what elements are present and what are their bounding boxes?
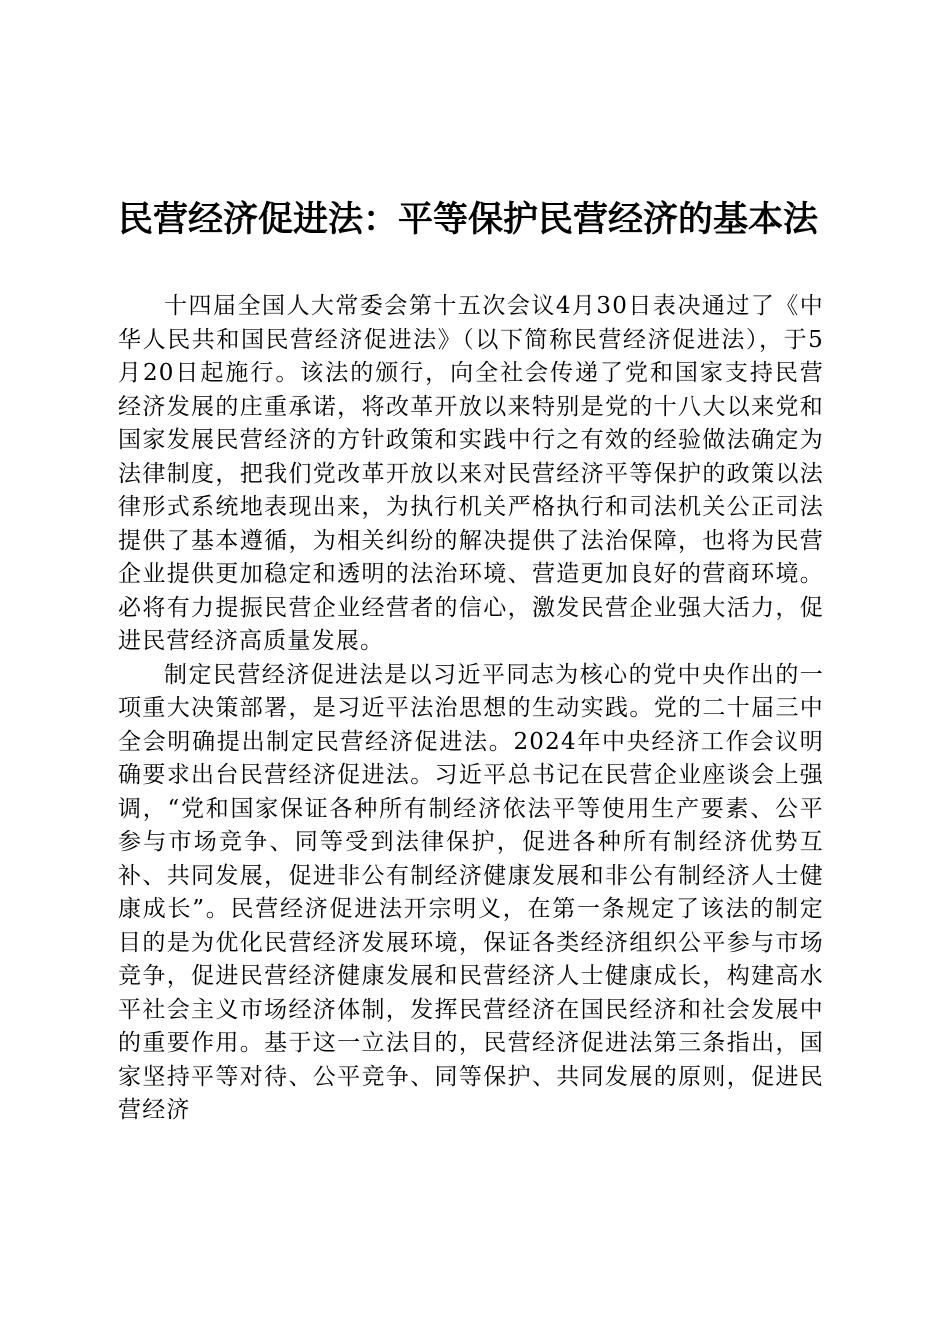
- document-title: 民营经济促进法：平等保护民营经济的基本法: [118, 199, 819, 240]
- paragraph-2: 制定民营经济促进法是以习近平同志为核心的党中央作出的一项重大决策部署，是习近平法治思想的生动实践。党的二十届三中全会明确提出制定民营经济促进法。2024年中央经济工作会议明确要求出台民营经济促进法。习近平总书记在民营企业座谈会上强调，“党和国家保证各种所有制经济依法平等使用生产要素、公平参与市场竞争、同等受到法律保护，促进各种所有制经济优势互补、共同发展，促进非公有制经济健康发展和非公有制经济人士健康成长”。民营经济促进法开宗明义，在第一条规定了该法的制定目的是为优化民营经济发展环境，保证各类经济组织公平参与市场竞争，促进民营经济健康发展和民营经济人士健康成长，构建高水平社会主义市场经济体制，发挥民营经济在国民经济和社会发展中的重要作用。基于这一立法目的，民营经济促进法第三条指出，国家坚持平等对待、公平竞争、同等保护、共同发展的原则，促进民营经济: [118, 661, 824, 1123]
- paragraph-1: 十四届全国人大常委会第十五次会议4月30日表决通过了《中华人民共和国民营经济促进法》（以下简称民营经济促进法），于5月20日起施行。该法的颁行，向全社会传递了党和国家支持民营经济发展的庄重承诺，将改革开放以来特别是党的十八大以来党和国家发展民营经济的方针政策和实践中行之有效的经验做法确定为法律制度，把我们党改革开放以来对民营经济平等保护的政策以法律形式系统地表现出来，为执行机关严格执行和司法机关公正司法提供了基本遵循，为相关纠纷的解决提供了法治保障，也将为民营企业提供更加稳定和透明的法治环境、营造更加良好的营商环境。必将有力提振民营企业经营者的信心，激发民营企业强大活力，促进民营经济高质量发展。: [118, 293, 824, 654]
- document-body: [118, 290, 824, 1128]
